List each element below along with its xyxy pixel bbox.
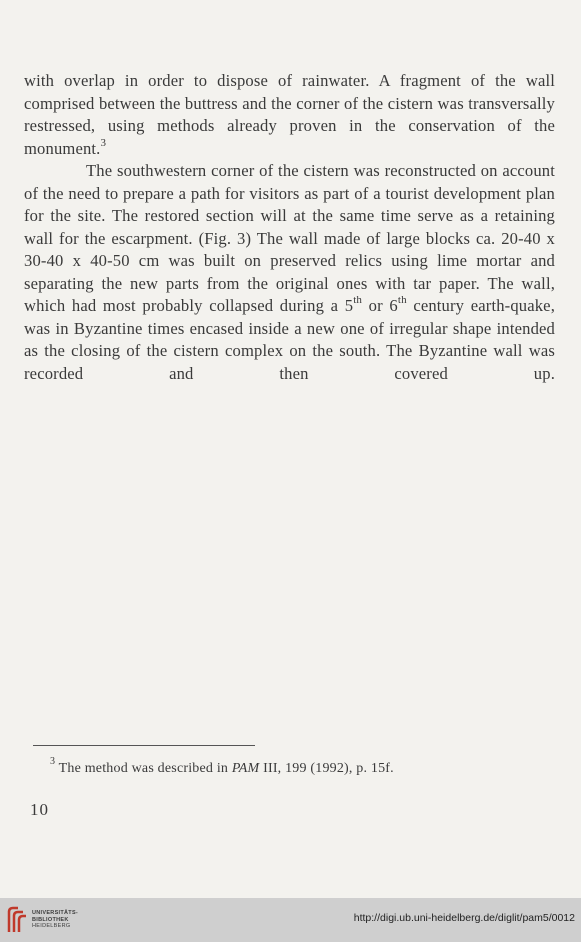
footnote-text-before: The method was described in xyxy=(55,761,232,776)
library-name-line-2: BIBLIOTHEK xyxy=(32,916,69,923)
paragraph-1 xyxy=(24,70,555,160)
footnote-marker: 3 xyxy=(50,756,56,768)
digitization-footer xyxy=(0,898,581,942)
library-name-line-1: UNIVERSITÄTS- xyxy=(32,910,79,916)
footnote xyxy=(50,756,394,779)
source-url-link[interactable]: http://digi.ub.uni-heidelberg.de/diglit/pam5/0012 xyxy=(353,912,575,924)
footnote-reference: 3 xyxy=(100,136,107,149)
library-name xyxy=(32,910,78,930)
library-name-line-3: HEIDELBERG xyxy=(32,923,71,929)
page-number: 10 xyxy=(30,800,49,819)
paragraph-2-text-c: century earth-quake, was in Byzantine times encased inside a new one of irregular shape intended as the closing of the cistern complex on the south. The Byzantine wall was recorded and then covered up. xyxy=(24,296,555,383)
paragraph-1-text: with overlap in order to dispose of rainwater. A fragment of the wall comprised between the buttress and the corner of the cistern was transversally restressed, using methods already proven in the conservation of the monument. xyxy=(24,71,555,158)
ordinal-suffix-1: th xyxy=(353,294,363,307)
paragraph-2-text-b: or 6 xyxy=(362,296,398,315)
paragraph-2-text-a: The southwestern corner of the cistern was reconstructed on account of the need to prepare a path for visitors as part of a tourist development plan for the site. The restored section will at the same time serve as a retaining wall for the escarpment. (Fig. 3) The wall made of large blocks ca. 20-40 x 30-40 x 40-50 cm was built on preserved relics using lime mortar and separating the new parts from the original ones with tar paper. The wall, which had most probably collapsed during a 5 xyxy=(24,161,555,315)
footnote-journal-abbrev: PAM xyxy=(231,761,260,776)
ordinal-suffix-2: th xyxy=(397,294,407,307)
footnote-text-after: III, 199 (1992), p. 15f. xyxy=(259,761,394,776)
main-text xyxy=(24,70,555,385)
heidelberg-library-logo-icon xyxy=(6,906,28,934)
paragraph-2 xyxy=(24,160,555,385)
footnote-divider xyxy=(33,745,255,746)
